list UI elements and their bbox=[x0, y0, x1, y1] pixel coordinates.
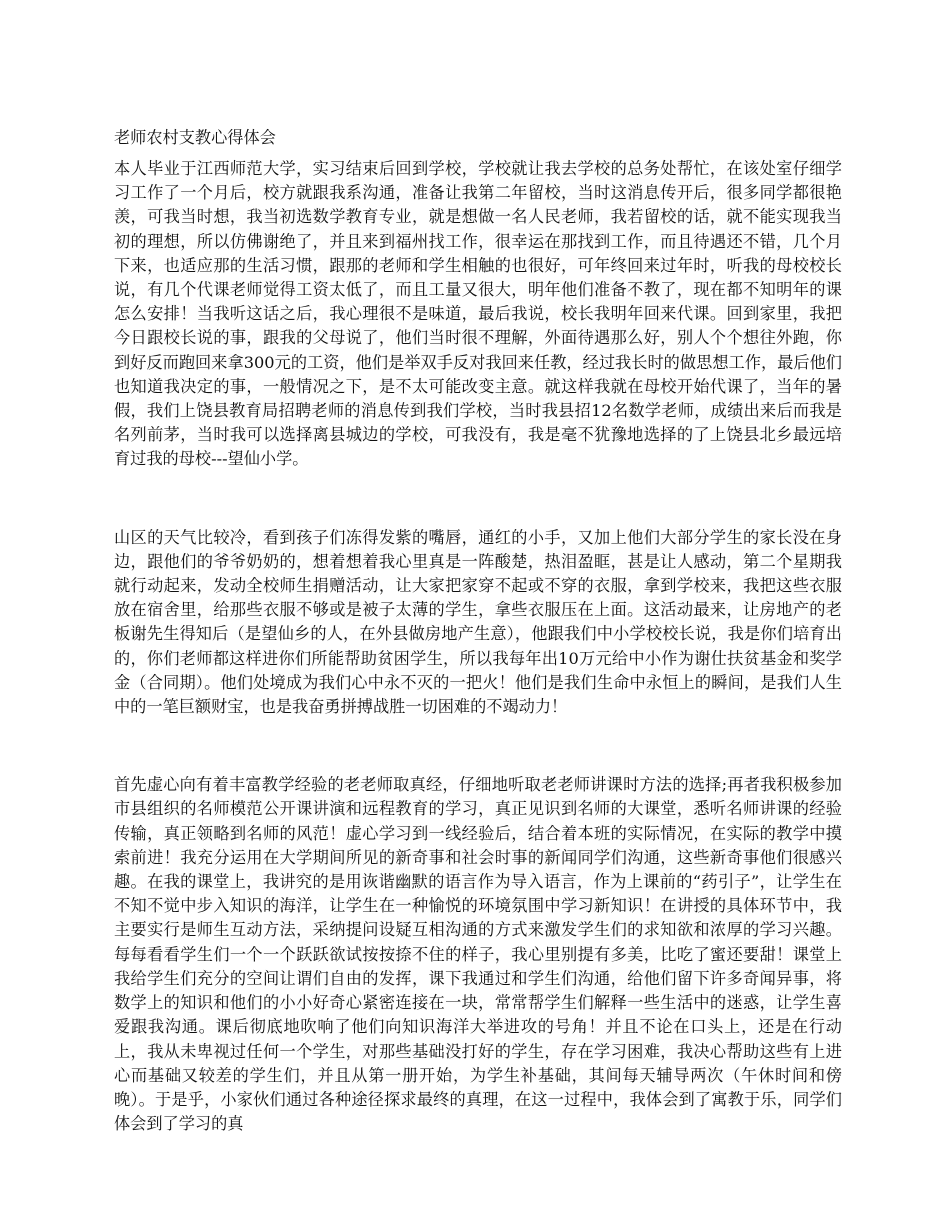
document-page bbox=[114, 126, 842, 1136]
paragraph-2: 山区的天气比较冷，看到孩子们冻得发紫的嘴唇，通红的小手，又加上他们大部分学生的家长没在身边，跟他们的爷爷奶奶的，想着想着我心里真是一阵酸楚，热泪盈眶，甚是让人感动，第二个星期我就行动起来，发动全校师生捐赠活动，让大家把家穿不起或不穿的衣服，拿到学校来，我把这些衣服放在宿舍里，给那些衣服不够或是被子太薄的学生，拿些衣服压在上面。这活动最来，让房地产的老板谢先生得知后（是望仙乡的人，在外县做房地产生意），他跟我们中小学校校长说，我是你们培育出的，你们老师都这样进你们所能帮助贫困学生，所以我每年出10万元给中小作为谢仕扶贫基金和奖学金（合同期）。他们处境成为我们心中永不灭的一把火！他们是我们生命中永恒上的瞬间，是我们人生中的一笔巨额财宝，也是我奋勇拼搏战胜一切困难的不竭动力！ bbox=[114, 527, 842, 717]
paragraph-1: 本人毕业于江西师范大学，实习结束后回到学校，学校就让我去学校的总务处帮忙，在该处室仔细学习工作了一个月后，校方就跟我系沟通，准备让我第二年留校，当时这消息传开后，很多同学都很艳羡，可我当时想，我当初选数学教育专业，就是想做一名人民老师，我若留校的话，就不能实现我当初的理想，所以仿佛谢绝了，并且来到福州找工作，很幸运在那找到工作，而且待遇还不错，几个月下来，也适应那的生活习惯，跟那的老师和学生相触的也很好，可年终回来过年时，听我的母校校长说，有几个代课老师觉得工资太低了，而且工量又很大，明年他们准备不教了，现在都不知明年的课怎么安排！当我听这话之后，我心理很不是味道，最后我说，校长我明年回来代课。回到家里，我把今日跟校长说的事，跟我的父母说了，他们当时很不理解，外面待遇那么好，别人个个想往外跑，你到好反而跑回来拿300元的工资，他们是举双手反对我回来任教，经过我长时的做思想工作，最后他们也知道我决定的事，一般情况之下，是不太可能改变主意。就这样我就在母校开始代课了，当年的暑假，我们上饶县教育局招聘老师的消息传到我们学校，当时我县招12名数学老师，成绩出来后而我是名列前茅，当时我可以选择离县城边的学校，可我没有，我是毫不犹豫地选择的了上饶县北乡最远培育过我的母校---望仙小学。 bbox=[114, 159, 842, 469]
document-title: 老师农村支教心得体会 bbox=[114, 128, 276, 147]
paragraph-3: 首先虚心向有着丰富教学经验的老老师取真经，仔细地听取老老师讲课时方法的选择;再者我积极参加市县组织的名师模范公开课讲演和远程教育的学习，真正见识到名师的大课堂，悉听名师讲课的经验传输，真正领略到名师的风范！虚心学习到一线经验后，结合着本班的实际情况，在实际的教学中摸索前进！我充分运用在大学期间所见的新奇事和社会时事的新闻同学们沟通，这些新奇事他们很感兴趣。在我的课堂上，我讲究的是用诙谐幽默的语言作为导入语言，作为上课前的“药引子”，让学生在不知不觉中步入知识的海洋，让学生在一种愉悦的环境氛围中学习新知识！在讲授的具体环节中，我主要实行是师生互动方法，采纳提问设疑互相沟通的方式来激发学生们的求知欲和浓厚的学习兴趣。每每看看学生们一个一个跃跃欲试按按捺不住的样子，我心里别提有多美，比吃了蜜还要甜！课堂上我给学生们充分的空间让谓们自由的发挥，课下我通过和学生们沟通，给他们留下许多奇闻异事，将数学上的知识和他们的小小好奇心紧密连接在一块，常常帮学生们解释一些生活中的迷惑，让学生喜爱跟我沟通。课后彻底地吹响了他们向知识海洋大举进攻的号角！并且不论在口头上，还是在行动上，我从未卑视过任何一个学生，对那些基础没打好的学生，存在学习困难，我决心帮助这些有上进心而基础又较差的学生们，并且从第一册开始，为学生补基础，其间每天辅导两次（午休时间和傍晚）。于是乎，小家伙们通过各种途径探求最终的真理，在这一过程中，我体会到了寓教于乐，同学们体会到了学习的真 bbox=[114, 775, 842, 1134]
